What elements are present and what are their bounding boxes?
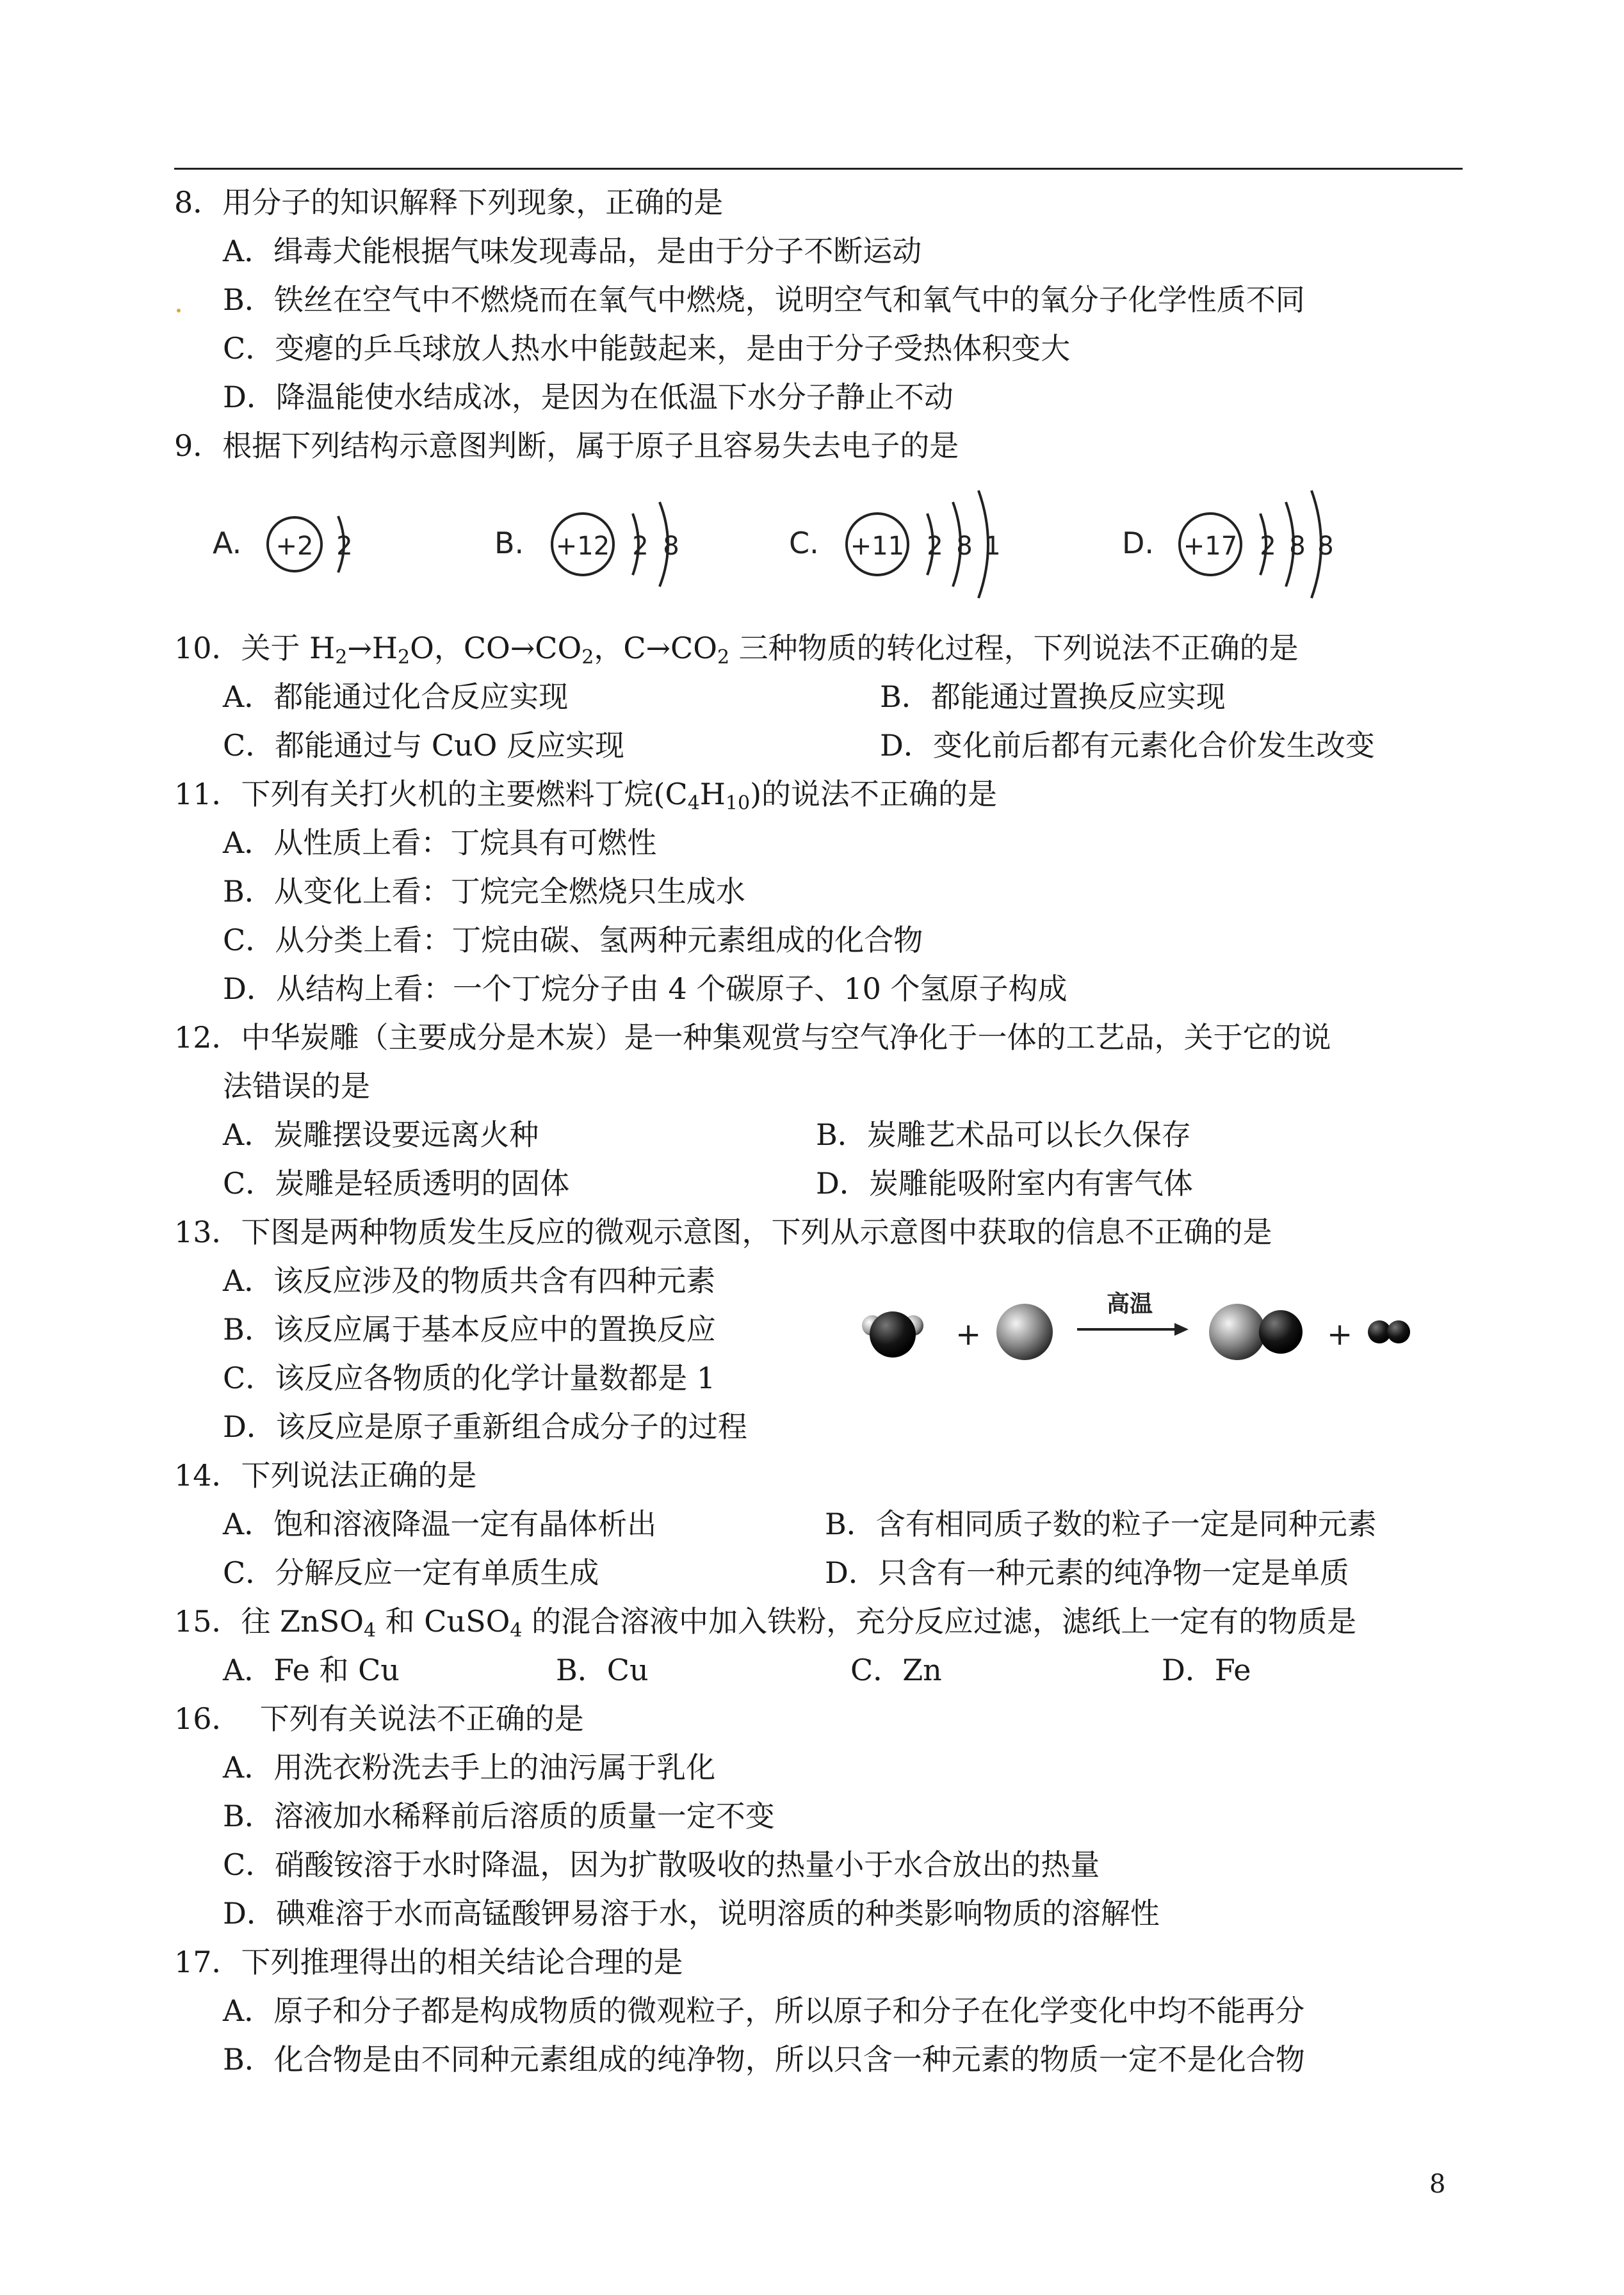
atom-c-shell-2: 8 (956, 531, 973, 561)
atom-a (213, 516, 353, 572)
question-17-stem: 17．下列推理得出的相关结论合理的是 (174, 1945, 683, 1979)
question-17-option-a: A．原子和分子都是构成物质的微观粒子，所以原子和分子在化学变化中均不能再分 (223, 1993, 1305, 2028)
question-11-stem: 11．下列有关打火机的主要燃料丁烷$(C_4H_{10})$的说法不正确的是 (174, 777, 998, 815)
question-8-option-b: B．铁丝在空气中不燃烧而在氧气中燃烧，说明空气和氧气中的氧分子化学性质不同 (223, 282, 1305, 317)
page-number: 8 (1429, 2169, 1446, 2199)
atom-a-label: A. (213, 526, 242, 560)
question-16-option-a: A．用洗衣粉洗去手上的油污属于乳化 (223, 1750, 716, 1785)
question-8-stem: 8．用分子的知识解释下列现象，正确的是 (174, 185, 724, 220)
question-15-option-b: B．Cu (556, 1653, 649, 1687)
question-12-option-b: B．炭雕艺术品可以长久保存 (816, 1117, 1191, 1152)
atom-a-shell-1: 2 (336, 531, 353, 561)
question-12-options-row-2 (223, 1159, 1474, 1208)
question-12-option-a: A．炭雕摆设要远离火种 (223, 1117, 539, 1152)
question-10-options-row-2 (223, 721, 1474, 770)
question-13-option-d: D．该反应是原子重新组合成分子的过程 (223, 1409, 747, 1444)
question-14-options-row-1 (223, 1500, 1474, 1548)
question-10-option-a: A．都能通过化合反应实现 (223, 679, 569, 714)
question-12-options-row-1 (223, 1110, 1474, 1159)
question-8-option-c: C．变瘪的乒乓球放人热水中能鼓起来，是由于分子受热体积变大 (223, 331, 1071, 366)
question-10-options-row-1 (223, 672, 1474, 721)
question-11-option-c: C．从分类上看：丁烷由碳、氢两种元素组成的化合物 (223, 923, 923, 957)
reaction-condition: 高温 (1106, 1291, 1153, 1317)
question-15-option-d: D．Fe (1162, 1653, 1251, 1687)
question-12-option-d: D．炭雕能吸附室内有害气体 (816, 1166, 1193, 1201)
question-16-stem: 16． 下列有关说法不正确的是 (174, 1701, 584, 1736)
question-16-option-d: D．碘难溶于水而高锰酸钾易溶于水，说明溶质的种类影响物质的溶解性 (223, 1896, 1160, 1931)
question-12-option-c: C．炭雕是轻质透明的固体 (223, 1166, 570, 1201)
hydrogen-molecule-icon (1368, 1320, 1410, 1343)
question-15-option-c: C．Zn (850, 1653, 942, 1687)
carbon-atom-icon (996, 1304, 1053, 1360)
atom-b-shell-1: 2 (632, 531, 649, 561)
question-17-option-b: B．化合物是由不同种元素组成的纯净物，所以只含一种元素的物质一定不是化合物 (223, 2042, 1305, 2077)
atom-b-nucleus: +12 (555, 531, 610, 561)
atom-c-nucleus: +11 (850, 531, 905, 561)
atom-b-label: B. (494, 526, 524, 560)
question-10-option-d: D．变化前后都有元素化合价发生改变 (880, 728, 1375, 763)
plus-sign-2: + (1327, 1317, 1353, 1352)
question-16-option-b: B．溶液加水稀释前后溶质的质量一定不变 (223, 1799, 775, 1833)
question-8-option-a: A．缉毒犬能根据气味发现毒品，是由于分子不断运动 (223, 234, 922, 268)
question-10-option-c: C．都能通过与 CuO 反应实现 (223, 728, 624, 763)
question-12-stem-continued: 法错误的是 (223, 1069, 370, 1103)
atom-diagram-svg (213, 483, 1429, 617)
question-10-stem: 10．关于 $H_2\to H_2O$，$CO\to CO_2$，$C\to CO_2$ 三种物质的转化过程，下列说法不正确的是 (174, 631, 1299, 669)
atom-c-shell-3: 1 (984, 531, 1001, 561)
water-molecule-icon (862, 1311, 923, 1358)
question-13-option-b: B．该反应属于基本反应中的置换反应 (223, 1312, 716, 1347)
atom-c (789, 491, 1001, 598)
question-13-stem: 13．下图是两种物质发生反应的微观示意图，下列从示意图中获取的信息不正确的是 (174, 1215, 1272, 1249)
question-14-option-a: A．饱和溶液降温一定有晶体析出 (223, 1507, 657, 1541)
question-16-option-c: C．硝酸铵溶于水时降温，因为扩散吸收的热量小于水合放出的热量 (223, 1847, 1100, 1882)
question-13-option-c: C．该反应各物质的化学计量数都是 1 (223, 1361, 716, 1395)
plus-sign-1: + (955, 1317, 982, 1352)
question-14-option-d: D．只含有一种元素的纯净物一定是单质 (825, 1555, 1349, 1590)
question-11-option-b: B．从变化上看：丁烷完全燃烧只生成水 (223, 874, 745, 909)
question-12-stem: 12．中华炭雕（主要成分是木炭）是一种集观赏与空气净化于一体的工艺品，关于它的说 (174, 1020, 1331, 1055)
atom-b (494, 502, 679, 587)
atom-d-shell-2: 8 (1289, 531, 1306, 561)
question-10-option-b: B．都能通过置换反应实现 (880, 679, 1226, 714)
question-15-stem: 15．往 ZnSO$_4$ 和 CuSO$_4$ 的混合溶液中加入铁粉，充分反应过滤，滤纸上一定有的物质是 (174, 1604, 1357, 1642)
atom-c-label: C. (789, 526, 819, 560)
question-13-option-a: A．该反应涉及的物质共含有四种元素 (223, 1263, 716, 1298)
atom-d-nucleus: +17 (1183, 531, 1238, 561)
question-15-options-row (223, 1646, 1474, 1694)
question-14-option-b: B．含有相同质子数的粒子一定是同种元素 (825, 1507, 1377, 1541)
atom-b-shell-2: 8 (663, 531, 679, 561)
atom-d-shell-3: 8 (1317, 531, 1334, 561)
atom-c-shell-1: 2 (927, 531, 943, 561)
atom-structure-diagrams (174, 470, 1474, 624)
scan-speck (177, 309, 181, 312)
question-14-stem: 14．下列说法正确的是 (174, 1458, 477, 1493)
atom-a-nucleus: +2 (275, 531, 314, 561)
question-11-option-d: D．从结构上看：一个丁烷分子由 4 个碳原子、10 个氢原子构成 (223, 971, 1068, 1006)
atom-d (1122, 491, 1334, 598)
question-15-option-a: A．Fe 和 Cu (223, 1653, 400, 1687)
atom-d-label: D. (1122, 526, 1155, 560)
question-14-options-row-2 (223, 1548, 1474, 1597)
question-14-option-c: C．分解反应一定有单质生成 (223, 1555, 599, 1590)
question-13 (174, 1208, 1474, 1451)
reaction-micro-diagram (853, 1278, 1442, 1374)
atom-d-shell-1: 2 (1260, 531, 1276, 561)
question-9-stem: 9．根据下列结构示意图判断，属于原子且容易失去电子的是 (174, 428, 959, 463)
question-list (174, 178, 1474, 2084)
header-rule (174, 168, 1463, 170)
reaction-arrow-icon (1077, 1291, 1189, 1336)
question-11-option-a: A．从性质上看：丁烷具有可燃性 (223, 825, 657, 860)
question-8-option-d: D．降温能使水结成冰，是因为在低温下水分子静止不动 (223, 380, 954, 414)
carbon-monoxide-molecule-icon (1209, 1304, 1303, 1360)
